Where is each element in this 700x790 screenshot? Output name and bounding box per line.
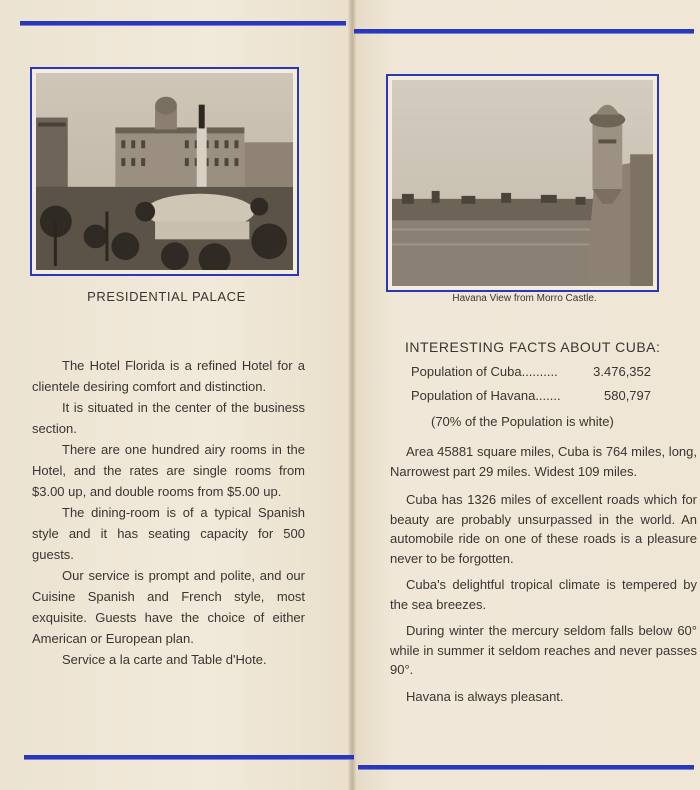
population-value: 580,797 (604, 388, 651, 403)
hotel-paragraph: It is situated in the center of the business section. (32, 400, 305, 436)
population-label: Population of Cuba.......... (411, 364, 558, 379)
hotel-description (32, 355, 305, 670)
cuba-paragraph: Havana is always pleasant. (406, 688, 564, 704)
havana-view-photo-frame (386, 74, 659, 292)
top-rule-left (20, 21, 346, 26)
population-cuba-row (411, 364, 651, 379)
facts-title: INTERESTING FACTS ABOUT CUBA: (405, 339, 661, 355)
hotel-paragraph: Service a la carte and Table d'Hote. (62, 652, 267, 667)
page-fold (348, 0, 356, 790)
presidential-palace-caption: PRESIDENTIAL PALACE (87, 289, 246, 304)
population-havana-row (411, 388, 651, 403)
hotel-paragraph: Our service is prompt and polite, and our Cuisine Spanish and French style, most exquisite. Guests have the choice of either American or European plan. (32, 568, 305, 646)
cuba-paragraph: Cuba has 1326 miles of excellent roads which for beauty are probably unsurpassed in the world. An automobile ride on one of these roads is a pleasure never to be forgotten. (390, 492, 697, 566)
hotel-paragraph: The dining-room is of a typical Spanish style and it has seating capacity for 500 guests. (32, 505, 305, 562)
population-value: 3.476,352 (593, 364, 651, 379)
population-label: Population of Havana....... (411, 388, 561, 403)
cuba-paragraph: During winter the mercury seldom falls below 60° while in summer it seldom reaches and never passes 90°. (390, 623, 697, 677)
hotel-paragraph: The Hotel Florida is a refined Hotel for a clientele desiring comfort and distinction. (32, 358, 305, 394)
population-note: (70% of the Population is white) (431, 414, 614, 429)
presidential-palace-photo (36, 73, 293, 270)
cuba-facts-text (390, 442, 697, 706)
top-rule-right (354, 29, 694, 34)
hotel-paragraph: There are one hundred airy rooms in the Hotel, and the rates are single rooms from $3.00 up, and double rooms from $5.00 up. (32, 442, 305, 499)
bottom-rule-right (358, 765, 694, 770)
palace-image (36, 73, 293, 270)
havana-view-caption: Havana View from Morro Castle. (452, 293, 597, 304)
bottom-rule-left (24, 755, 354, 760)
presidential-palace-photo-frame (30, 67, 299, 276)
cuba-paragraph: Cuba's delightful tropical climate is tempered by the sea breezes. (390, 577, 697, 612)
havana-view-photo (392, 80, 653, 286)
cuba-paragraph: Area 45881 square miles, Cuba is 764 miles, long, Narrowest part 29 miles. Widest 109 miles. (390, 444, 697, 479)
havana-image (392, 80, 653, 286)
